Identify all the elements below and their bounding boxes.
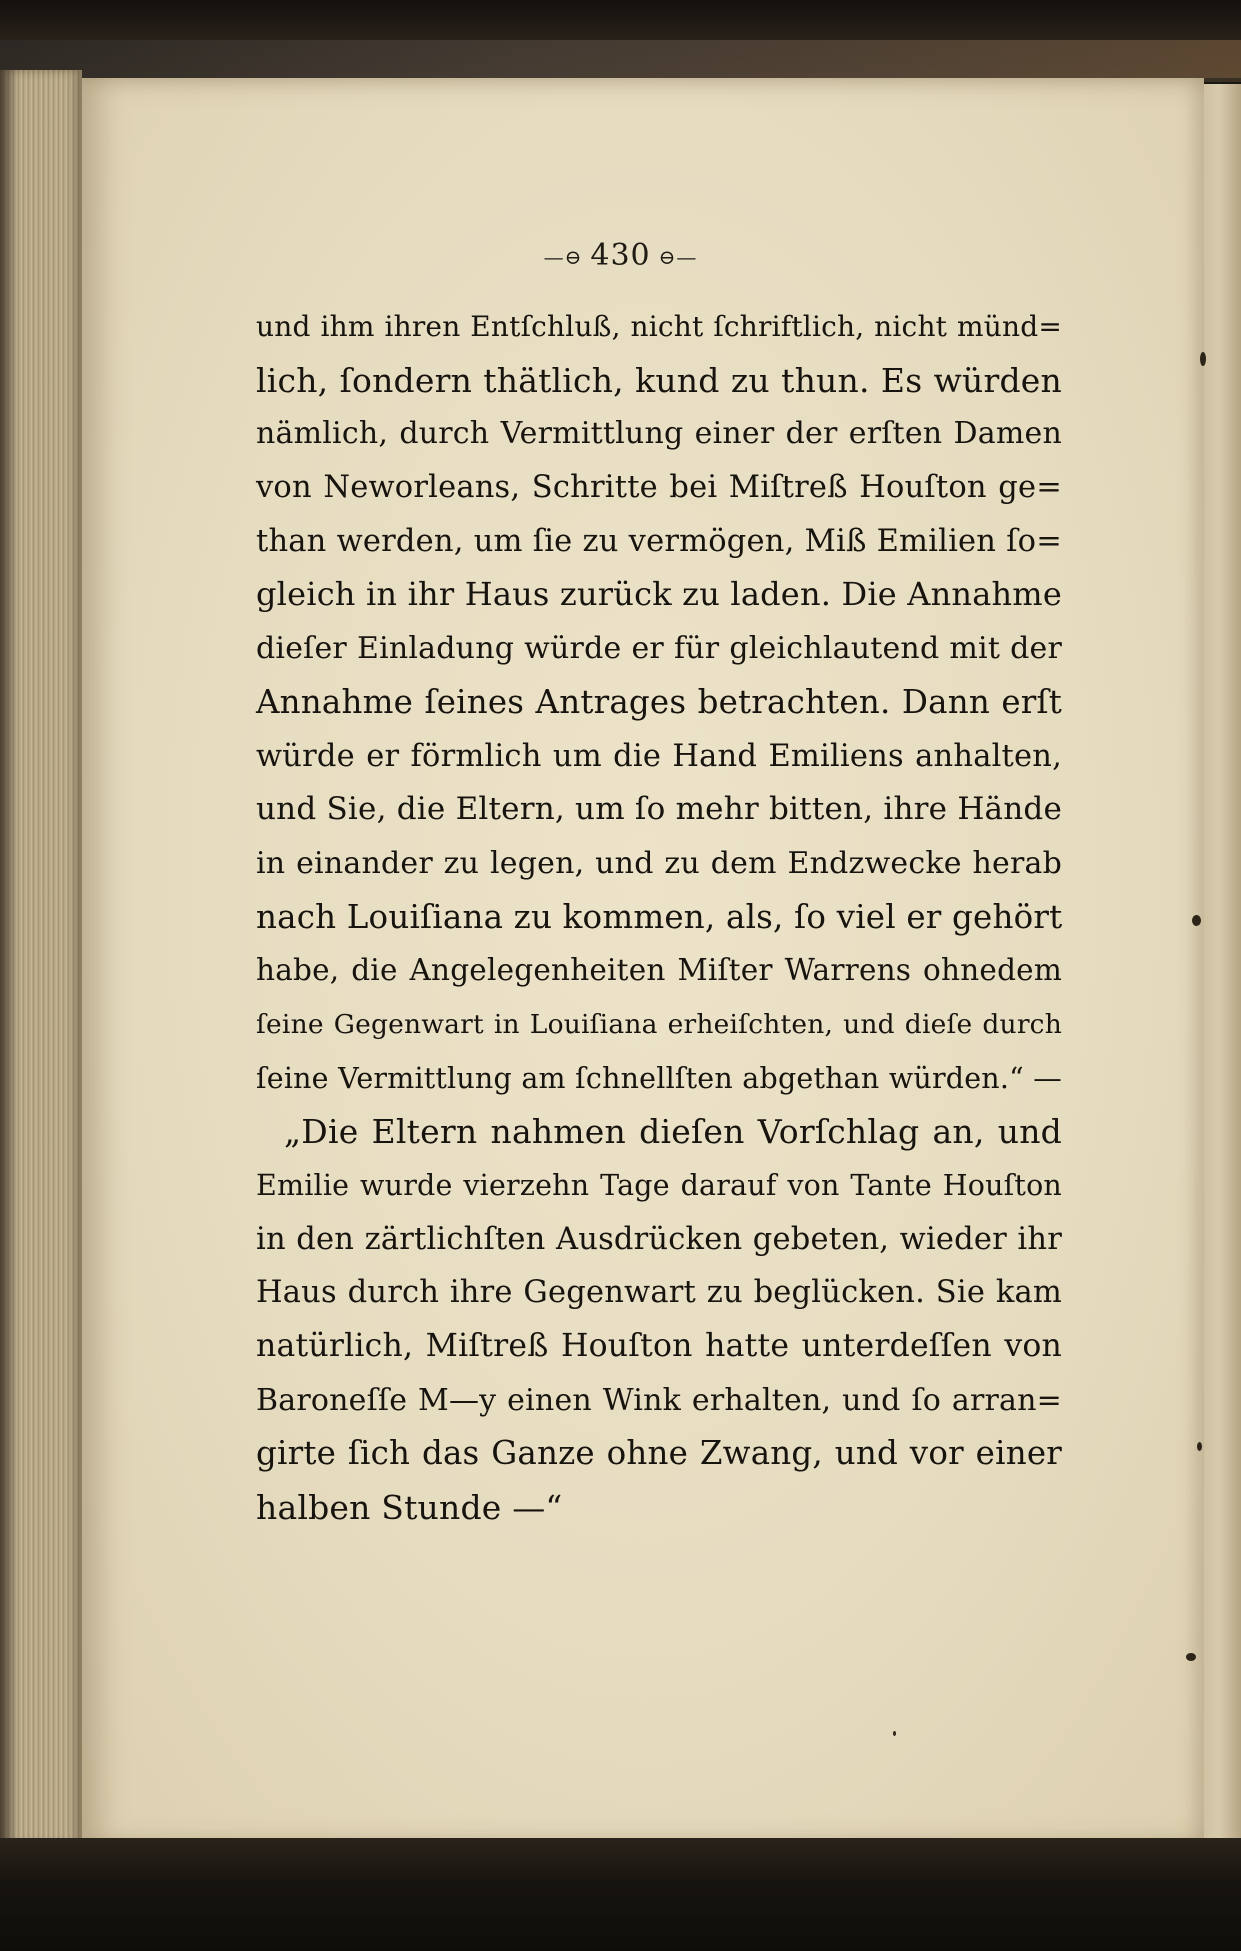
text-line: than werden, um ſie zu vermögen, Miß Emilien ſo= bbox=[256, 523, 1062, 559]
text-line: girte ſich das Ganze ohne Zwang, und vor einer bbox=[256, 1434, 1062, 1473]
text-line: und Sie, die Eltern, um ſo mehr bitten, ihre Hände bbox=[256, 791, 1062, 828]
text-line: und ihm ihren Entſchluß, nicht ſchriftlich, nicht münd= bbox=[256, 310, 1062, 343]
page-number: 430 bbox=[590, 238, 651, 273]
text-line-last: halben Stunde —“ bbox=[256, 1488, 563, 1528]
top-binding bbox=[0, 0, 1241, 82]
binding-leather bbox=[0, 40, 1241, 78]
ink-speck bbox=[1192, 915, 1201, 926]
text-line: würde er förmlich um die Hand Emiliens anhalten, bbox=[256, 738, 1062, 774]
page-edges-left bbox=[0, 70, 82, 1845]
text-line: ſeine Vermittlung am ſchnellſten abgethan würden.“ — bbox=[256, 1061, 1062, 1095]
text-line: Annahme ſeines Antrages betrachten. Dann erſt bbox=[256, 682, 1062, 721]
text-line: gleich in ihr Haus zurück zu laden. Die Annahme bbox=[256, 575, 1062, 614]
ink-speck bbox=[1200, 352, 1206, 366]
bottom-binding bbox=[0, 1838, 1241, 1951]
text-line: lich, ſondern thätlich, kund zu thun. Es würden bbox=[256, 360, 1062, 400]
text-line: in den zärtlichſten Ausdrücken gebeten, wieder ihr bbox=[256, 1221, 1062, 1257]
text-line: habe, die Angelegenheiten Miſter Warrens ohnedem bbox=[256, 953, 1062, 988]
text-line: nämlich, durch Vermittlung einer der erſten Damen bbox=[256, 416, 1062, 452]
text-line: in einander zu legen, und zu dem Endzwecke herab bbox=[256, 845, 1062, 881]
text-line: Baroneſſe M—y einen Wink erhalten, und ſo arran= bbox=[256, 1382, 1062, 1418]
text-line: natürlich, Miſtreß Houſton hatte unterdeſſen von bbox=[256, 1328, 1062, 1365]
paragraph-start-line: „Die Eltern nahmen dieſen Vorſchlag an, und bbox=[284, 1112, 1062, 1152]
ornament-right: ⊖— bbox=[658, 245, 698, 269]
text-line: ſeine Gegenwart in Louiſiana erheiſchten, und dieſe durch bbox=[256, 1008, 1062, 1040]
page-number-header bbox=[0, 238, 1241, 273]
ornament-left: —⊖ bbox=[543, 245, 583, 269]
text-line: Emilie wurde vierzehn Tage darauf von Tante Houſton bbox=[256, 1169, 1062, 1202]
page-edges-right bbox=[1204, 84, 1241, 1844]
text-line: Haus durch ihre Gegenwart zu beglücken. Sie kam bbox=[256, 1275, 1062, 1311]
ink-speck bbox=[1186, 1653, 1196, 1661]
ink-speck bbox=[893, 1731, 896, 1736]
text-line: nach Louiſiana zu kommen, als, ſo viel er gehört bbox=[256, 897, 1063, 936]
text-line: dieſer Einladung würde er für gleichlautend mit der bbox=[256, 631, 1062, 667]
text-line: von Neworleans, Schritte bei Miſtreß Houſton ge= bbox=[256, 470, 1062, 506]
body-text bbox=[256, 300, 1062, 1535]
ink-speck bbox=[1197, 1442, 1202, 1451]
